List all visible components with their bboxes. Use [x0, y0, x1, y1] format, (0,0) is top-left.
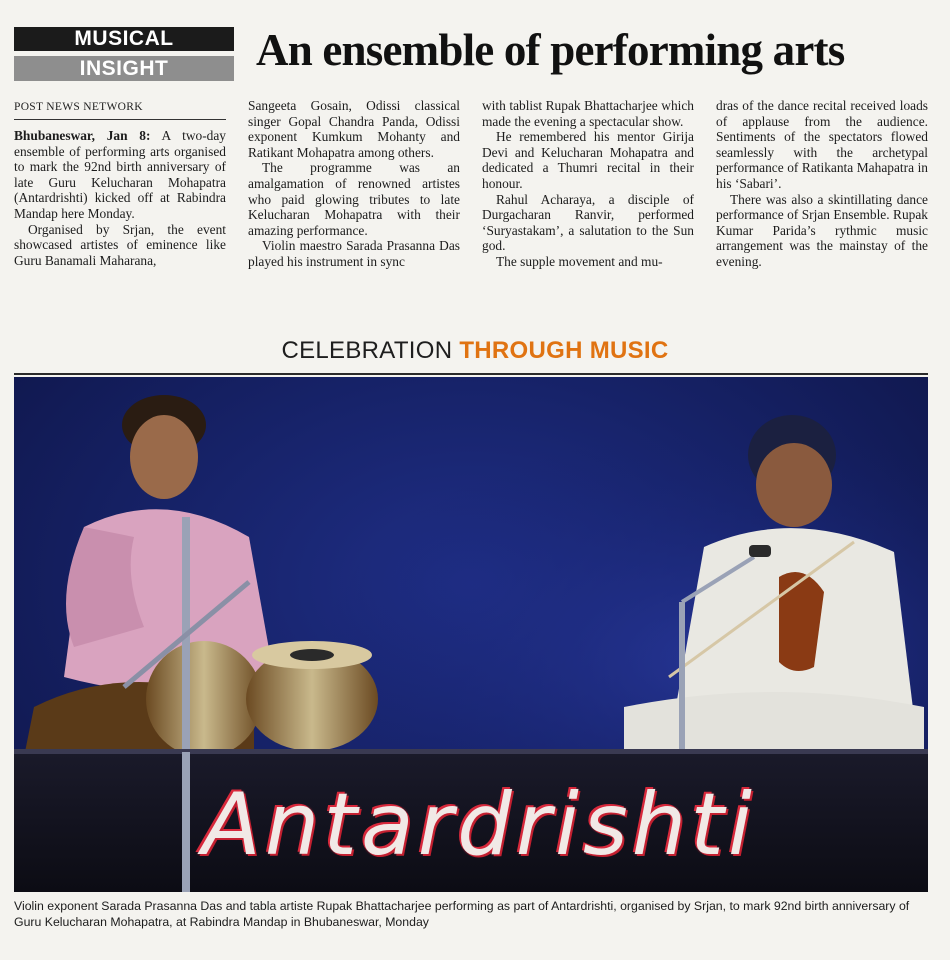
article-paragraph: Rahul Acharaya, a disciple of Durgacharan Ranvir, performed ‘Suryastakam’, a salutation to the Sun god.: [482, 191, 694, 254]
headline: An ensemble of performing arts: [256, 25, 845, 75]
article-paragraph: Sangeeta Gosain, Odissi classical singer Gopal Chandra Panda, Odissi exponent Kumkum Mohanty and Ratikant Mohapatra among others.: [248, 98, 460, 160]
section-label-musical: MUSICAL: [14, 27, 234, 51]
article-paragraph: dras of the dance recital received loads of applause from the audience. Sentiments of the spectators flowed seamlessly with the archetypal performance of Ratikanta Mahapatra in his ‘Sabari’.: [716, 98, 928, 191]
section-title-plain: CELEBRATION: [281, 337, 453, 364]
article-paragraph: The programme was an amalgamation of renowned artistes who paid glowing tributes to late Kelucharan Mohapatra with their amazing performance.: [248, 160, 460, 238]
byline: POST NEWS NETWORK: [14, 101, 143, 113]
article-paragraph: Organised by Srjan, the event showcased artistes of eminence like Guru Banamali Maharana,: [14, 221, 226, 268]
concert-photo: [14, 377, 928, 892]
article-column-1: [14, 128, 226, 268]
article-paragraph: with tablist Rupak Bhattacharjee which made the evening a spectacular show.: [482, 98, 694, 129]
article-paragraph: He remembered his mentor Girija Devi and Kelucharan Mohapatra and dedicated a Thumri recital in their honour.: [482, 129, 694, 191]
stage-banner-text: Antardrishti: [202, 775, 756, 875]
byline-rule: [14, 119, 226, 120]
article-paragraph: [14, 128, 226, 222]
article-paragraph: There was also a skintillating dance performance of Srjan Ensemble. Rupak Kumar Parida’s rythmic music arrangement was the mainstay of the evening.: [716, 191, 928, 269]
section-rule: [14, 373, 928, 375]
article-column-4: [716, 98, 928, 270]
dateline: Bhubaneswar, Jan 8:: [14, 128, 151, 143]
article-paragraph: Violin maestro Sarada Prasanna Das played his instrument in sync: [248, 238, 460, 269]
paragraph-text: A two-day ensemble of performing arts organised to mark the 92nd birth anniversary of late Guru Kelucharan Mohapatra (Antardrishti) kicked off at Rabindra Mandap here Monday.: [14, 128, 226, 221]
section-label-insight: INSIGHT: [14, 56, 234, 81]
photo-section-title: [0, 337, 950, 365]
section-title-accent: THROUGH MUSIC: [459, 337, 669, 364]
photo-caption: Violin exponent Sarada Prasanna Das and tabla artiste Rupak Bhattacharjee performing as part of Antardrishti, organised by Srjan, to mark 92nd birth anniversary of Guru Kelucharan Mohapatra, at Rabindra Mandap in Bhubaneswar, Monday: [14, 899, 910, 929]
article-paragraph: The supple movement and mu-: [496, 253, 663, 269]
article-column-2: [248, 98, 460, 270]
mic-stand: [182, 752, 190, 892]
article-column-3: [482, 98, 694, 270]
